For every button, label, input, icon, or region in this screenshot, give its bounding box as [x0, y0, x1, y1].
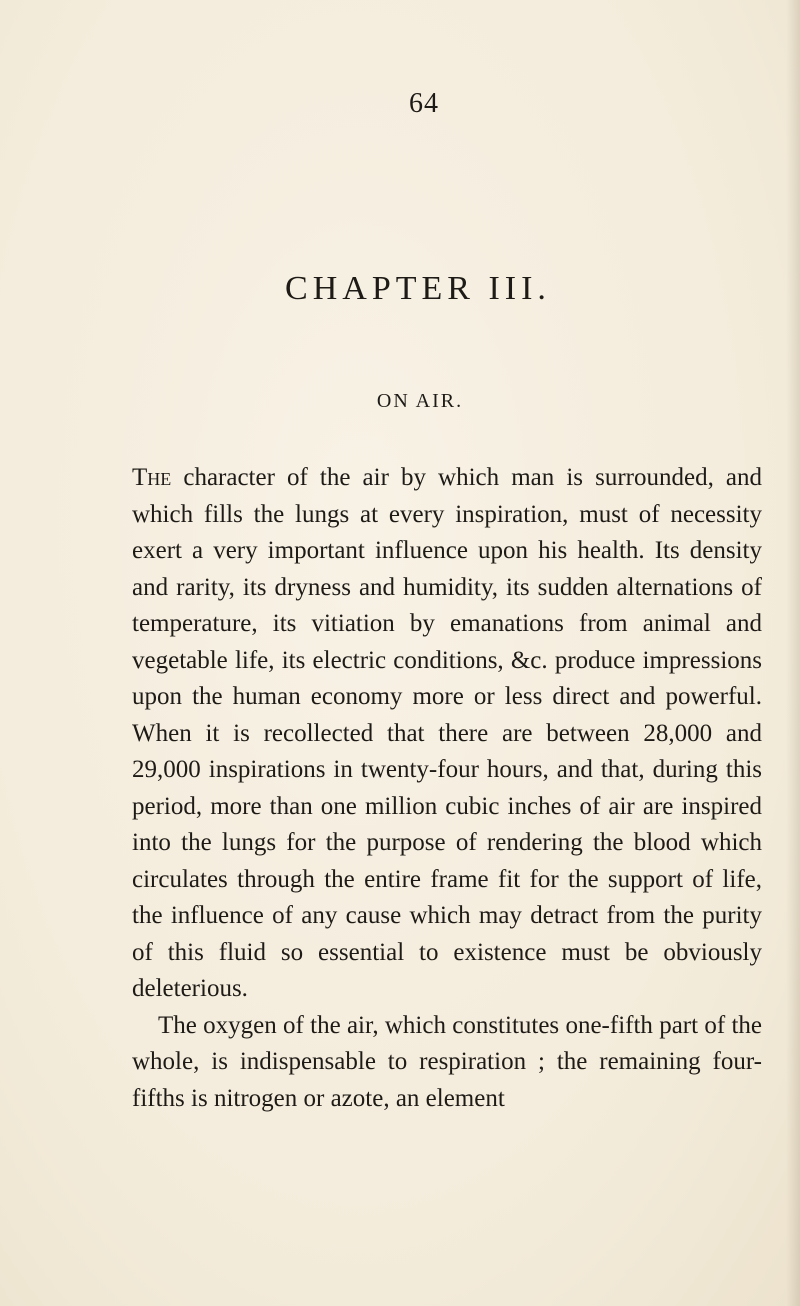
paragraph-text: The oxygen of the air, which constitutes one-fifth part of the whole, is indispensable to respiration ; the remaining four-fifths is nitrogen or azote, an element [132, 1011, 762, 1112]
page-number: 64 [409, 88, 439, 119]
chapter-heading: CHAPTER III. [285, 270, 551, 307]
paragraph-lead-word: The [132, 464, 172, 491]
paragraph [132, 460, 762, 1008]
paragraph-text: character of the air by which man is surrounded, and which fills the lungs at every inspiration, must of necessity exert a very important influence upon his health. Its density and rarity, its dryness and humidity, its sudden alternations of temperature, its vitiation by emanations from animal and vegetable life, its electric conditions, &c. produce impressions upon the human economy more or less direct and powerful. When it is recollected that there are between 28,000 and 29,000 inspirations in twenty-four hours, and that, during this period, more than one million cubic inches of air are inspired into the lungs for the purpose of rendering the blood which circulates through the entire frame fit for the support of life, the influence of any cause which may detract from the purity of this fluid so essential to existence must be obviously deleterious. [132, 464, 762, 1002]
paragraph [132, 1008, 762, 1118]
section-title: ON AIR. [376, 390, 464, 412]
page-edge-shadow [786, 0, 800, 1306]
body-text [132, 460, 762, 1117]
